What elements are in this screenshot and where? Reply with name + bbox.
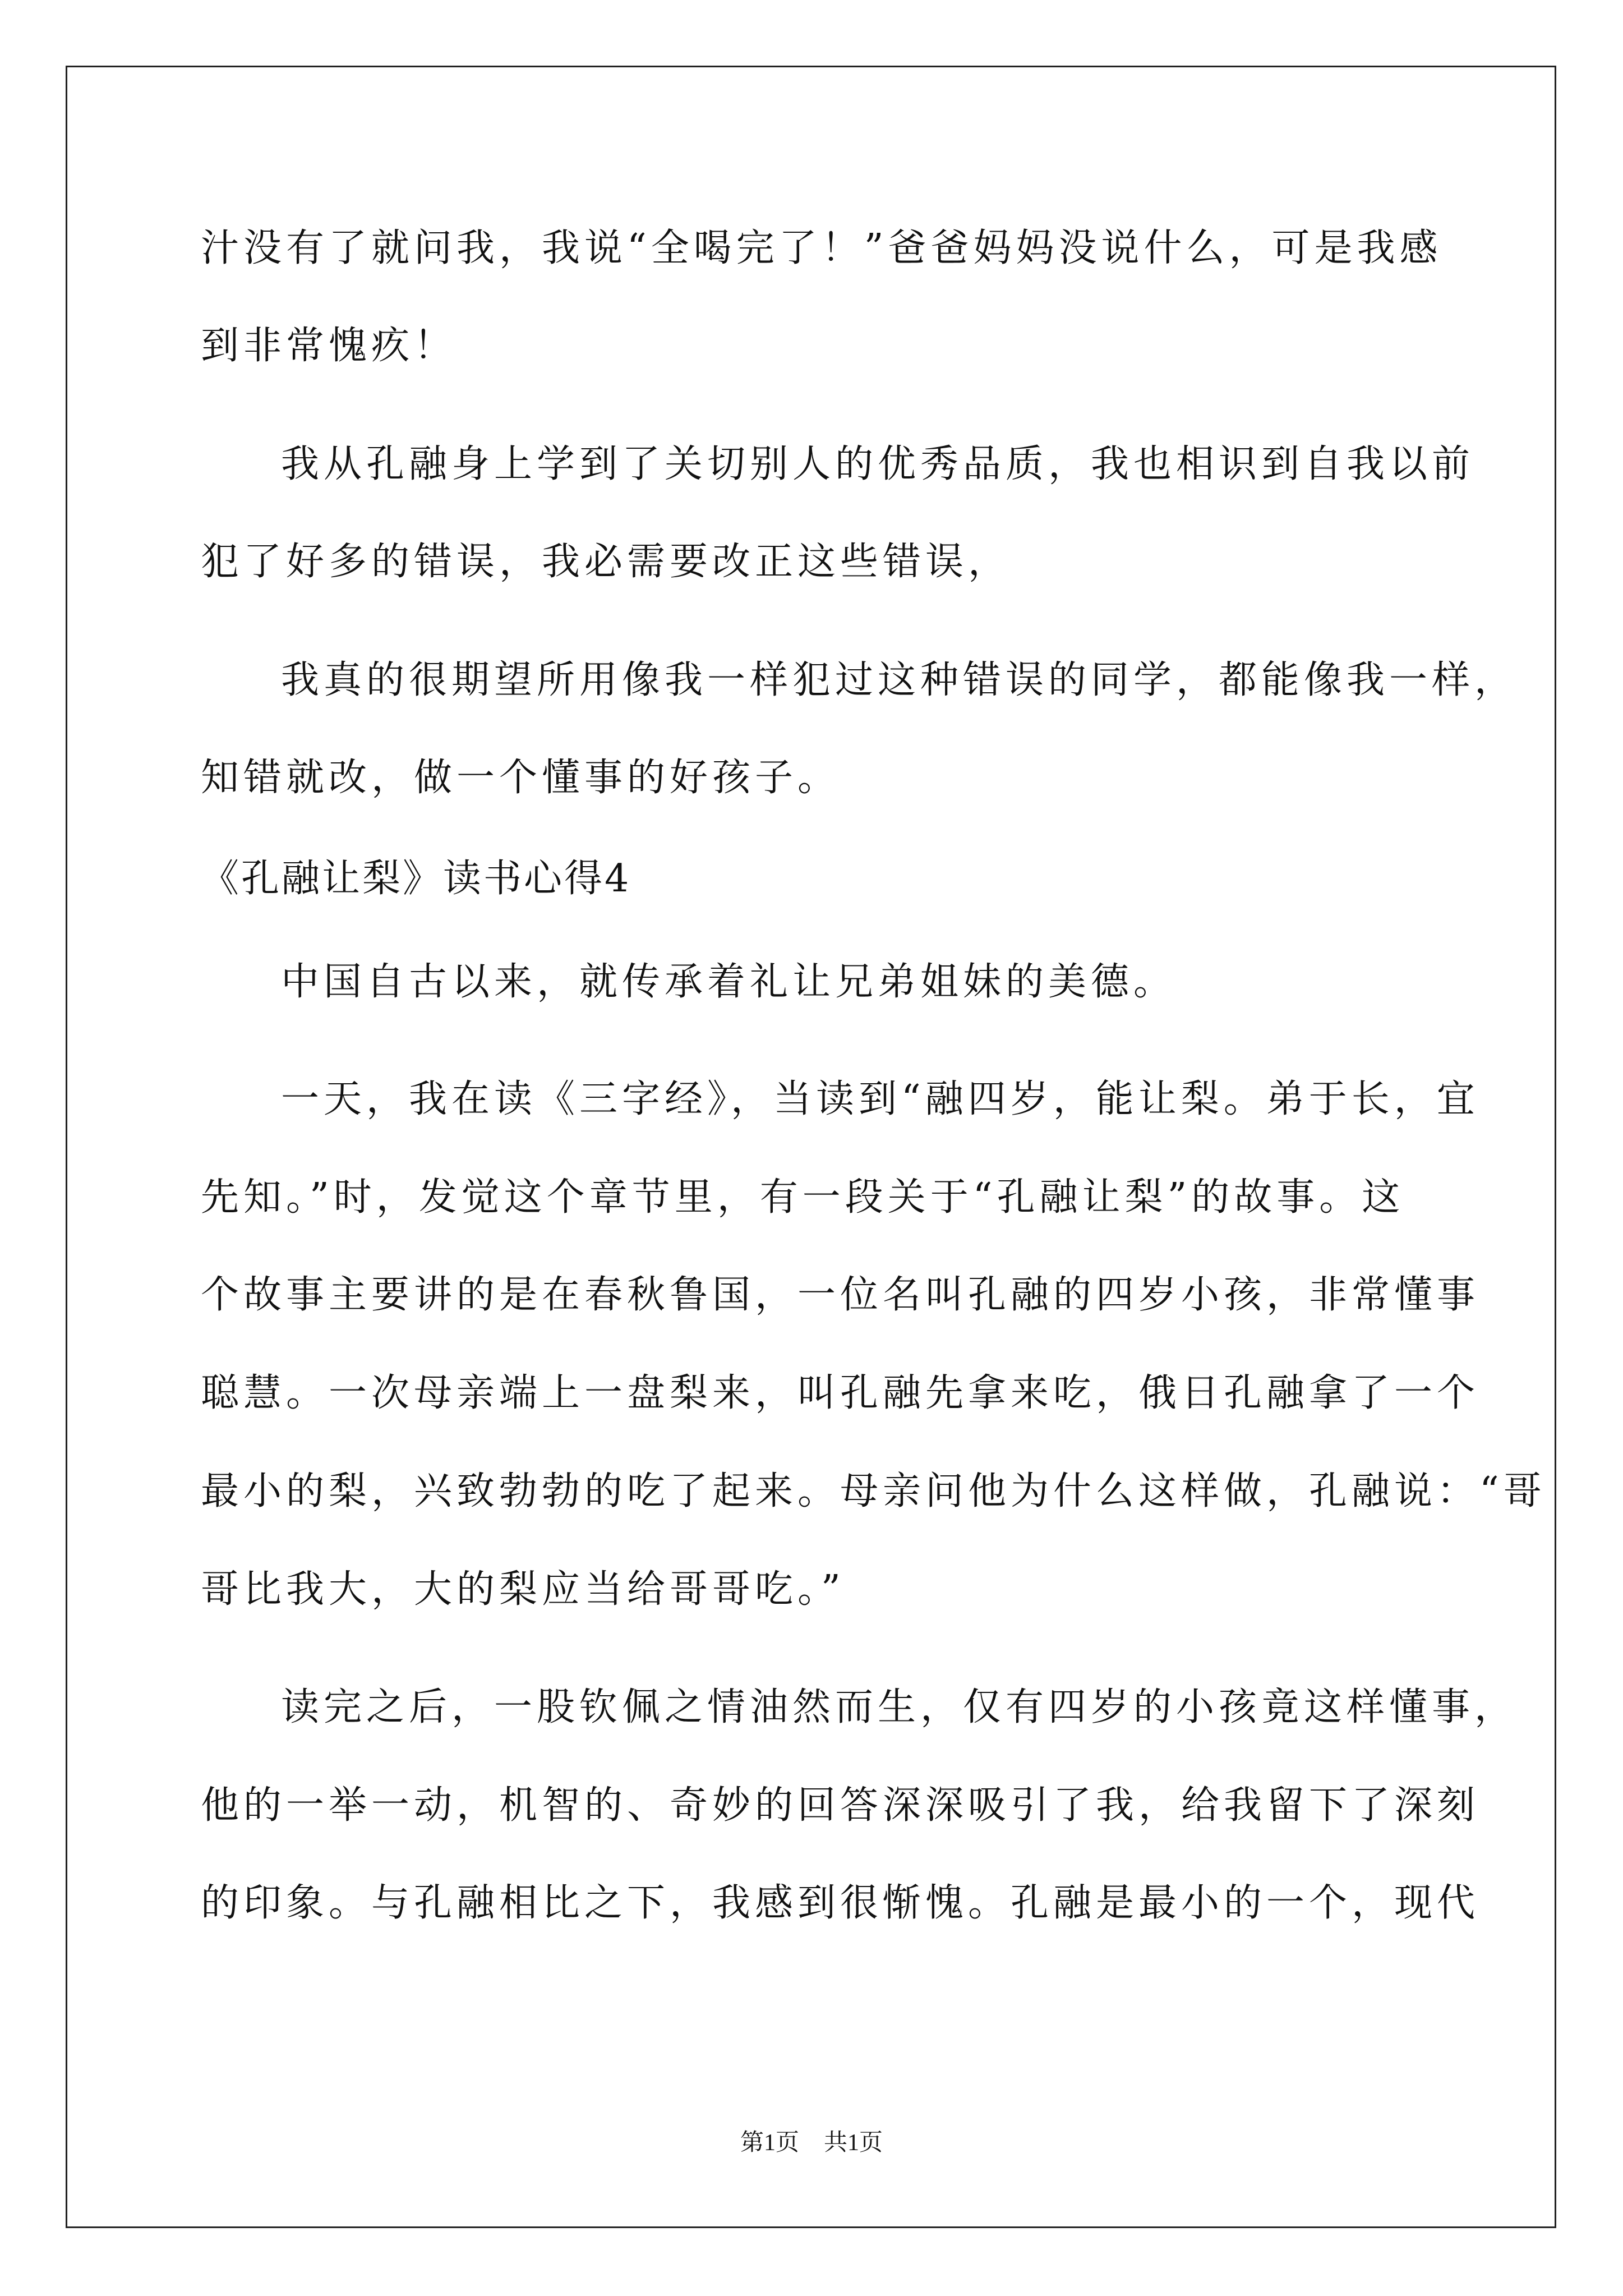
text-line: 最小的梨，兴致勃勃的吃了起来。母亲问他为什么这样做，孔融说：“哥 [201,1469,1546,1513]
text-line: 个故事主要讲的是在春秋鲁国，一位名叫孔融的四岁小孩，非常懂事 [201,1273,1480,1317]
text-line: 犯了好多的错误，我必需要改正这些错误， [201,540,1011,584]
paragraph-line: 中国自古以来，就传承着礼让兄弟姐妹的美德。 [281,960,1177,1004]
text-line: 到非常愧疚！ [201,324,457,368]
page-footer [0,2127,1623,2159]
paragraph-line: 我从孔融身上学到了关切别人的优秀品质，我也相识到自我以前 [281,442,1475,486]
section-heading: 《孔融让梨》读书心得4 [201,857,631,901]
text-line: 他的一举一动，机智的、奇妙的回答深深吸引了我，给我留下了深刻 [201,1783,1480,1828]
paragraph-line: 读完之后，一股钦佩之情油然而生，仅有四岁的小孩竟这样懂事， [281,1685,1518,1729]
text-line: 聪慧。一次母亲端上一盘梨来，叫孔融先拿来吃，俄日孔融拿了一个 [201,1371,1480,1415]
page-number: 第1页 [740,2130,799,2156]
text-line: 先知。”时，发觉这个章节里，有一段关于“孔融让梨”的故事。这 [201,1175,1405,1220]
text-line: 知错就改，做一个懂事的好孩子。 [201,756,841,800]
page-total: 共1页 [824,2130,883,2156]
paragraph-line: 我真的很期望所用像我一样犯过这种错误的同学，都能像我一样， [281,658,1518,702]
text-line: 的印象。与孔融相比之下，我感到很惭愧。孔融是最小的一个，现代 [201,1881,1480,1925]
text-line: 汁没有了就问我，我说“全喝完了！”爸爸妈妈没说什么，可是我感 [201,226,1442,270]
text-line: 哥比我大，大的梨应当给哥哥吃。” [201,1567,845,1612]
paragraph-line: 一天，我在读《三字经》，当读到“融四岁，能让梨。弟于长，宜 [281,1077,1479,1121]
